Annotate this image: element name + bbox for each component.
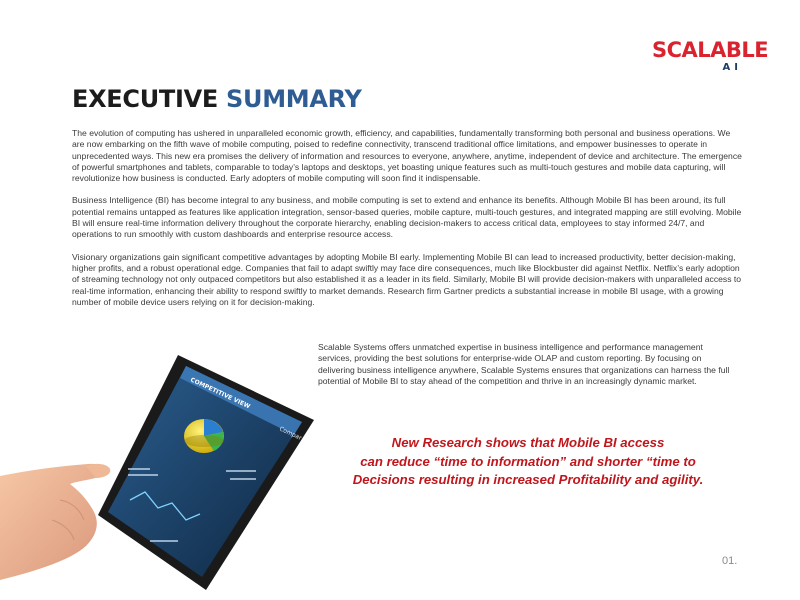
page-title-accent: SUMMARY [226,85,362,113]
page-title [72,84,362,114]
page-title-primary: EXECUTIVE [72,85,218,113]
summary-body [72,128,742,319]
logo-wordmark: SCALABLE [652,38,769,62]
logo-subtitle: AI [722,62,742,73]
hand-icon [0,464,110,580]
callout-line-2: can reduce “time to information” and shorter “time to [360,453,696,469]
paragraph-intro: The evolution of computing has ushered in unparalleled economic growth, efficiency, and capabilities, fundamentally transforming both personal and business operations. We are now embarking on the fifth wave of mobile computing, poised to redefine connectivity, transcend traditional office limitations, and empower businesses to operate in unprecedented ways. This new era promises the delivery of information and resources to everyone, anywhere, anytime, independent of device and architecture. The emergence of powerful smartphones and tablets, comparable to today’s laptops and desktops, yet boasting unique features such as multi-touch gestures and mobile data capturing, will revolutionize how business is conducted. Early adopters of mobile computing will soon find it indispensable. [72,128,742,184]
callout-line-3: Decisions resulting in increased Profitability and agility. [352,472,704,487]
tablet-pie-chart-icon [184,419,224,453]
research-callout [318,434,738,490]
paragraph-bi: Business Intelligence (BI) has become integral to any business, and mobile computing is set to extend and enhance its benefits. Although Mobile BI has been around, its full potential remains untapped as features like application integration, sensor-based queries, mobile capture, multi-touch gestures, and integrated mapping are still evolving. Mobile BI will ensure real-time information delivery throughout the corporate hierarchy, enabling decision-makers to access critical data, employees to stay informed 24/7, and operations to run smoothly with custom dashboards and enterprise resource access. [72,195,742,240]
tablet-header-text: COMPETITIVE VIEW [189,376,252,411]
callout-line-1: New Research shows that Mobile BI access [391,435,665,450]
page-number: 01. [722,555,738,567]
tablet-device [98,355,314,590]
paragraph-scalable-systems: Scalable Systems offers unmatched expertise in business intelligence and performance management services, providing the best solutions for enterprise-wide OLAP and custom reporting. By focusing on delivering business intelligence anywhere, Scalable Systems ensures that organizations can harness the full potential of Mobile BI to stay ahead of the competition and thrive in an increasingly dynamic market. [318,342,730,386]
paragraph-visionary: Visionary organizations gain significant competitive advantages by adopting Mobile BI early. Implementing Mobile BI can lead to increased productivity, better decision-making, higher profits, and a robust operational edge. Companies that fail to adapt swiftly may face dire consequences, much like Blockbuster did against Netflix. Netflix’s early adoption of streaming technology not only outpaced competitors but also established it as a leader in its field. Similarly, Mobile BI will provide decision-makers with unparalleled access to real-time information, enhancing their ability to respond swiftly to market demands. Research firm Gartner predicts a substantial increase in mobile BI usage, with a growing number of mobile device users relying on it for decision-making. [72,251,742,307]
tablet-hand-illustration [0,345,320,600]
tablet-side-label: Compar [278,425,303,442]
company-logo [652,38,769,74]
